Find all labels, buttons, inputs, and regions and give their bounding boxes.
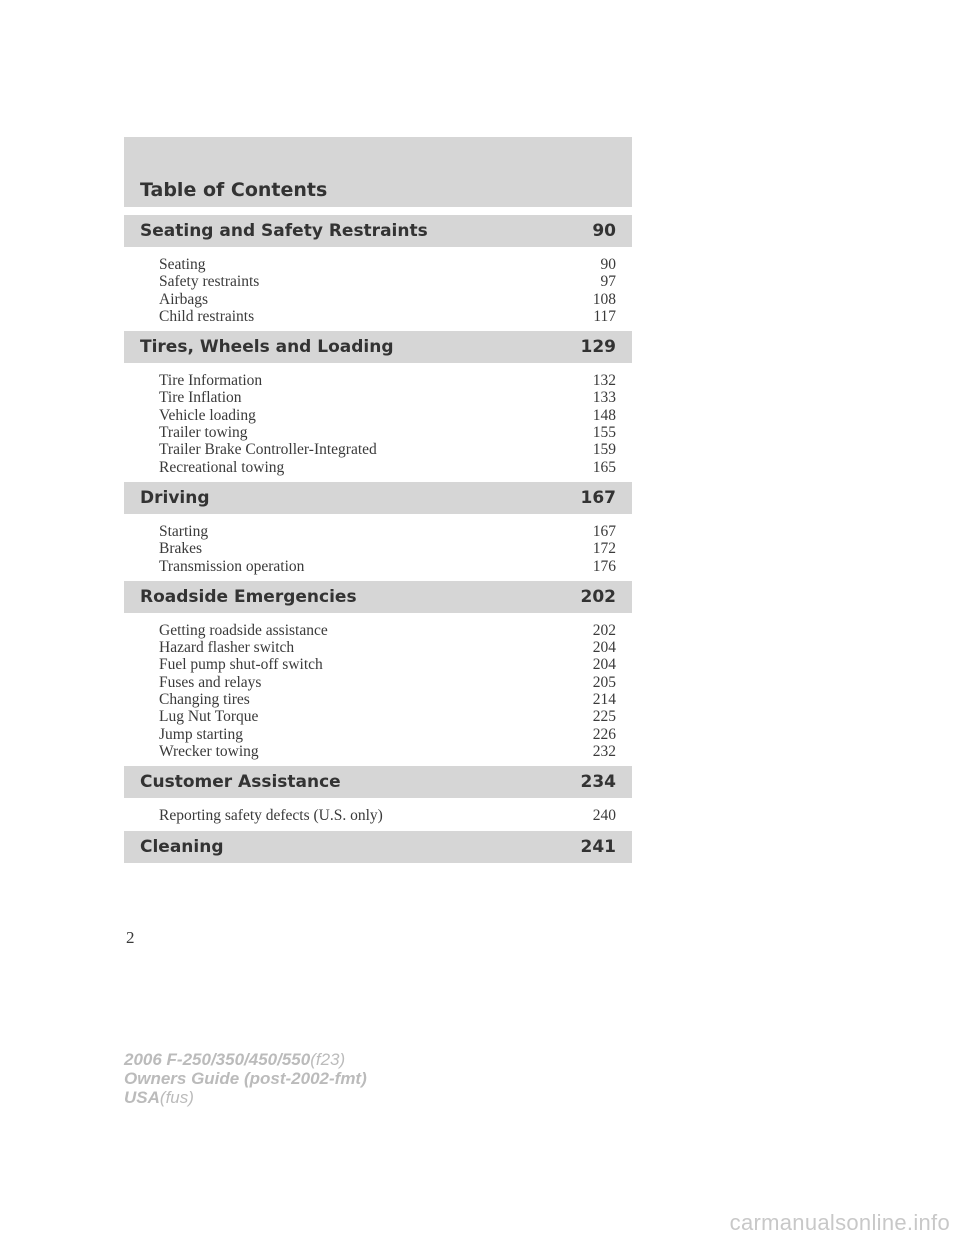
section-title: Seating and Safety Restraints [140, 221, 428, 241]
toc-entry-page: 214 [592, 691, 616, 709]
toc-entry-label: Trailer towing [159, 424, 248, 442]
watermark: carmanualsonline.info [729, 1210, 950, 1235]
footer-line-2 [124, 1069, 367, 1088]
section-items [124, 613, 632, 766]
footer-line-3 [124, 1088, 367, 1107]
toc-entry[interactable] [159, 726, 616, 743]
section-items [124, 514, 632, 581]
section-page: 241 [580, 836, 616, 857]
toc-entry-page: 133 [592, 389, 616, 407]
section-heading[interactable] [124, 215, 632, 247]
toc-entry[interactable] [159, 459, 616, 476]
footer-market: USA [124, 1088, 160, 1107]
toc-entry-label: Trailer Brake Controller-Integrated [159, 441, 377, 459]
toc-entry-label: Seating [159, 256, 206, 273]
section-page: 90 [592, 221, 616, 241]
toc-entry-page: 204 [592, 656, 616, 674]
toc-entry-label: Reporting safety defects (U.S. only) [159, 807, 383, 825]
toc-entry[interactable] [159, 558, 616, 575]
toc-entry-label: Safety restraints [159, 273, 260, 291]
section-title: Driving [140, 487, 210, 508]
section-items [124, 247, 632, 331]
toc-entry[interactable] [159, 372, 616, 389]
toc-entry-label: Getting roadside assistance [159, 621, 328, 639]
toc-entry-label: Transmission operation [159, 557, 305, 575]
section-page: 129 [580, 337, 616, 358]
toc-entry-label: Fuel pump shut-off switch [159, 656, 323, 674]
toc-entry-page: 232 [592, 742, 616, 760]
footer-model-code: (f23) [310, 1050, 346, 1069]
toc-entry-page: 176 [592, 557, 616, 575]
toc-list [124, 215, 632, 863]
toc-entry[interactable] [159, 656, 616, 673]
toc-entry-label: Recreational towing [159, 458, 285, 476]
toc-entry-page: 226 [592, 725, 616, 743]
section-heading[interactable] [124, 766, 632, 798]
section-heading[interactable] [124, 331, 632, 363]
toc-entry-page: 117 [593, 307, 616, 325]
toc-entry-label: Changing tires [159, 691, 250, 709]
toc-entry[interactable] [159, 256, 616, 273]
toc-entry[interactable] [159, 424, 616, 441]
footer-model: 2006 F-250/350/450/550 [124, 1050, 311, 1069]
toc-entry-page: 148 [592, 406, 616, 424]
section-items [124, 363, 632, 482]
toc-entry[interactable] [159, 743, 616, 760]
toc-entry[interactable] [159, 540, 616, 557]
toc-entry[interactable] [159, 407, 616, 424]
section-heading[interactable] [124, 831, 632, 863]
toc-entry-page: 240 [592, 807, 616, 825]
section-title: Customer Assistance [140, 772, 341, 793]
toc-entry-label: Tire Information [159, 372, 263, 390]
toc-entry-page: 165 [592, 458, 616, 476]
section-heading[interactable] [124, 482, 632, 514]
toc-entry[interactable] [159, 708, 616, 725]
toc-entry-label: Lug Nut Torque [159, 708, 259, 726]
toc-entry[interactable] [159, 389, 616, 406]
toc-entry-label: Starting [159, 522, 209, 540]
toc-entry-page: 167 [592, 522, 616, 540]
footer-market-code: (fus) [159, 1088, 194, 1107]
section-page: 167 [580, 487, 616, 508]
toc-entry[interactable] [159, 622, 616, 639]
toc-entry[interactable] [159, 273, 616, 290]
toc-entry-page: 108 [592, 290, 616, 308]
toc-entry-label: Brakes [159, 540, 203, 558]
footer [124, 1050, 367, 1107]
toc-entry-label: Vehicle loading [159, 406, 256, 424]
toc-entry[interactable] [159, 807, 616, 824]
toc-entry[interactable] [159, 291, 616, 308]
toc-entry[interactable] [159, 523, 616, 540]
toc-entry[interactable] [159, 674, 616, 691]
footer-guide: Owners Guide (post-2002-fmt) [124, 1069, 367, 1088]
toc-entry-label: Jump starting [159, 725, 243, 743]
toc-entry-page: 172 [592, 540, 616, 558]
toc-entry-page: 205 [592, 673, 616, 691]
section-title: Roadside Emergencies [140, 586, 357, 607]
toc-entry-page: 202 [592, 621, 616, 639]
title-band [124, 137, 632, 207]
footer-line-1 [124, 1050, 367, 1069]
section-title: Tires, Wheels and Loading [140, 337, 394, 358]
toc-entry-label: Hazard flasher switch [159, 639, 295, 657]
toc-entry[interactable] [159, 639, 616, 656]
toc-entry-page: 159 [592, 441, 616, 459]
toc-entry-page: 155 [592, 424, 616, 442]
toc-entry-page: 225 [592, 708, 616, 726]
section-title: Cleaning [140, 836, 224, 857]
toc-entry[interactable] [159, 691, 616, 708]
toc-entry-page: 132 [592, 372, 616, 390]
section-heading[interactable] [124, 581, 632, 613]
toc-entry-page: 204 [592, 639, 616, 657]
section-page: 202 [580, 586, 616, 607]
section-page: 234 [580, 772, 616, 793]
page-number: 2 [126, 928, 135, 947]
toc-entry-label: Tire Inflation [159, 389, 242, 407]
toc-entry-label: Fuses and relays [159, 673, 262, 691]
toc-entry-label: Child restraints [159, 307, 255, 325]
section-items [124, 798, 632, 830]
toc-entry-label: Wrecker towing [159, 742, 259, 760]
toc-entry-label: Airbags [159, 290, 209, 308]
toc-entry[interactable] [159, 308, 616, 325]
toc-entry-page: 97 [600, 273, 616, 291]
page-title: Table of Contents [140, 179, 328, 201]
toc-entry-page: 90 [600, 256, 616, 273]
toc-entry[interactable] [159, 441, 616, 458]
